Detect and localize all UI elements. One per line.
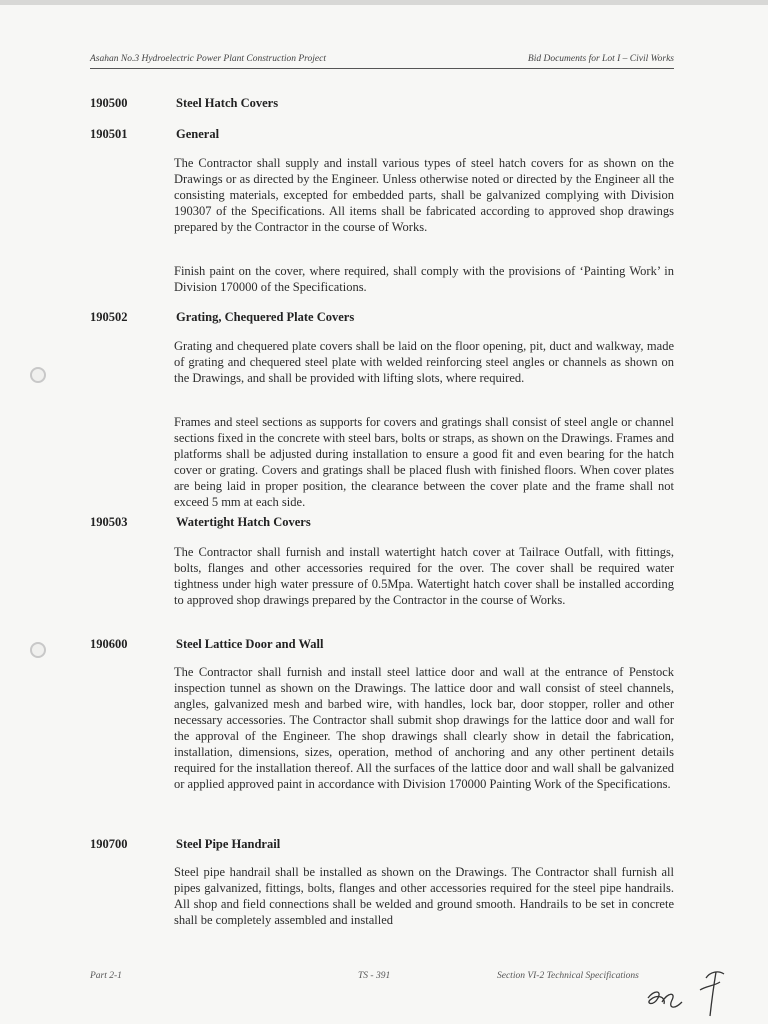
section-number-190600: 190600 (90, 637, 128, 651)
section-title-steel-hatch-covers: Steel Hatch Covers (176, 96, 279, 110)
page-header (90, 54, 674, 69)
section-number-190502: 190502 (90, 310, 128, 324)
paragraph-frames-supports: Frames and steel sections as supports for covers and gratings shall consist of steel angle or channel sections fixed in the concrete with steel bars, bolts or straps, as shown on the Drawings. Frames and platforms shall be adjusted during installation to ensure a good fit and even bearing for the hatch cover or grating. Covers and gratings shall be placed flush with finished floors. When cover plates are being laid in proper position, the clearance between the cover plate and the frame shall not exceed 5 mm at each side. (174, 415, 674, 509)
binder-hole-top (30, 367, 46, 383)
footer-part: Part 2-1 (90, 971, 122, 981)
footer-section-title: Section VI-2 Technical Specifications (497, 971, 639, 981)
footer-page-number: TS - 391 (358, 971, 391, 981)
section-title-pipe-handrail: Steel Pipe Handrail (176, 837, 281, 851)
header-document-title: Bid Documents for Lot I – Civil Works (527, 54, 674, 64)
section-title-watertight-hatch: Watertight Hatch Covers (176, 515, 311, 529)
paragraph-pipe-handrail: Steel pipe handrail shall be installed as shown on the Drawings. The Contractor shall furnish all pipes galvanized, fittings, bolts, flanges and other accessories required for the steel pipe handrails. All shop and field connections shall be welded and ground smooth. Handrails to be set in concrete shall be completely assembled and installed (174, 865, 674, 927)
header-project-title: Asahan No.3 Hydroelectric Power Plant Construction Project (90, 54, 326, 64)
section-number-190700: 190700 (90, 837, 128, 851)
handwritten-initials (640, 960, 750, 1020)
page-top-edge (0, 0, 768, 5)
section-number-190500: 190500 (90, 96, 128, 110)
paragraph-grating-covers: Grating and chequered plate covers shall be laid on the floor opening, pit, duct and walkway, made of grating and chequered steel plate with welded reinforcing steel angles or channels as shown on the Drawings, and shall be provided with lifting slots, where required. (174, 339, 674, 385)
section-title-general: General (176, 127, 220, 141)
binder-hole-bottom (30, 642, 46, 658)
section-title-lattice-door: Steel Lattice Door and Wall (176, 637, 324, 651)
paragraph-finish-paint: Finish paint on the cover, where required, shall comply with the provisions of ‘Painting Work’ in Division 170000 of the Specifications. (174, 264, 674, 294)
paragraph-watertight-hatch: The Contractor shall furnish and install watertight hatch cover at Tailrace Outfall, with fittings, bolts, flanges and other accessories required for the over. The cover shall be required water tightness under high water pressure of 0.5Mpa. Watertight hatch cover shall be installed according to approved shop drawings prepared by the Contractor in the course of Works. (174, 545, 674, 607)
paragraph-general-supply: The Contractor shall supply and install various types of steel hatch covers for as shown on the Drawings or as directed by the Engineer. Unless otherwise noted or directed by the Engineer all the consisting materials, excepted for embedded parts, shall be galvanized complying with Division 190307 of the Specifications. All items shall be fabricated according to approved shop drawings prepared by the Contractor in the course of Works. (174, 156, 674, 234)
section-title-grating-covers: Grating, Chequered Plate Covers (176, 310, 355, 324)
section-number-190503: 190503 (90, 515, 128, 529)
paragraph-lattice-door: The Contractor shall furnish and install steel lattice door and wall at the entrance of Penstock inspection tunnel as shown on the Drawings. The lattice door and wall consist of steel channels, angles, galvanized mesh and barbed wire, with handles, lock bar, door stopper, roller and other necessary accessories. The Contractor shall submit shop drawings for the lattice door and wall for the approval of the Engineer. The shop drawings shall clearly show in detail the fabrication, installation, dimensions, sizes, operation, method of anchoring and any other pertinent details required for the installation thereof. All the surfaces of the lattice door and wall shall be galvanized or applied approved paint in accordance with Division 170000 Painting Work of the Specifications. (174, 665, 674, 791)
section-number-190501: 190501 (90, 127, 128, 141)
